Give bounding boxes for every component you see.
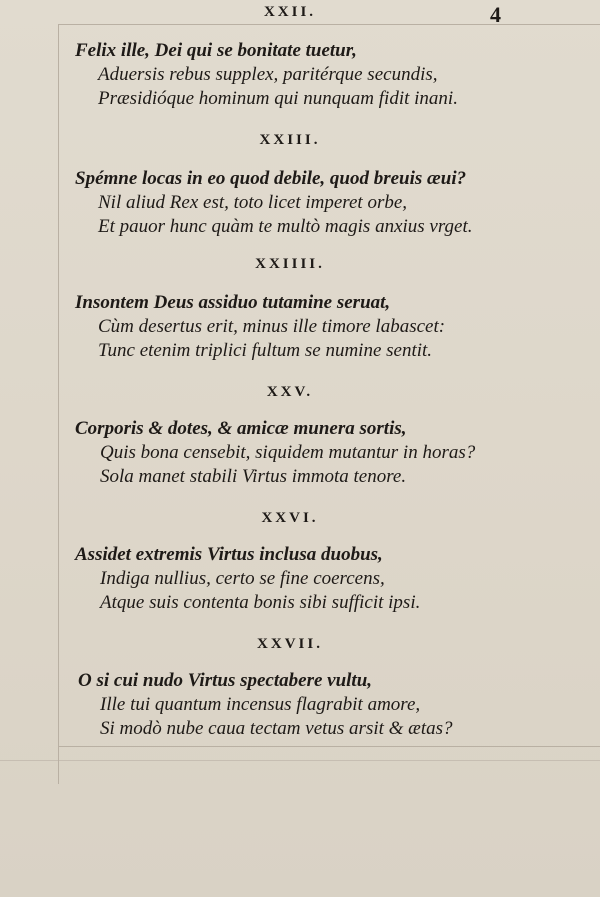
verse-line: Et pauor hunc quàm te multò magis anxius vrget. — [98, 216, 473, 237]
verse-line: Insontem Deus assiduo tutamine seruat, — [75, 292, 391, 313]
verse-line: Si modò nube caua tectam vetus arsit & ætas? — [100, 718, 453, 739]
stanza-numeral: XXVI. — [261, 510, 319, 526]
verse-line: Indiga nullius, certo se fine coercens, — [100, 568, 385, 589]
verse-line: Aduersis rebus supplex, paritérque secundis, — [98, 64, 438, 85]
verse-line: Corporis & dotes, & amicæ munera sortis, — [75, 418, 407, 439]
stanza-numeral: XXII. — [263, 4, 317, 20]
verse-line: Tunc etenim triplici fultum se numine sentit. — [98, 340, 433, 361]
verse-line: Præsidióque hominum qui nunquam fidit inani. — [98, 88, 458, 109]
verse-line: Nil aliud Rex est, toto licet imperet orbe, — [98, 192, 408, 213]
stanza-numeral: XXVII. — [257, 636, 323, 652]
verse-line: Spémne locas in eo quod debile, quod breuis æui? — [75, 168, 467, 189]
verse-line: Sola manet stabili Virtus immota tenore. — [100, 466, 407, 487]
verse-line: Ille tui quantum incensus flagrabit amore, — [100, 694, 421, 715]
top-rule — [58, 24, 600, 25]
verse-line: Quis bona censebit, siquidem mutantur in horas? — [100, 442, 476, 463]
bottom-text-rule — [58, 746, 600, 747]
lower-rule — [0, 760, 600, 761]
verse-line: O si cui nudo Virtus spectabere vultu, — [78, 670, 373, 691]
stanza-numeral: XXV. — [266, 384, 314, 400]
verse-line: Felix ille, Dei qui se bonitate tuetur, — [75, 40, 357, 61]
verse-line: Atque suis contenta bonis sibi sufficit ipsi. — [100, 592, 421, 613]
stanza-numeral: XXIII. — [259, 132, 321, 148]
page-number: 4 — [490, 2, 501, 27]
stanza-numeral: XXIIII. — [255, 256, 325, 272]
verse-line: Cùm desertus erit, minus ille timore labascet: — [98, 316, 446, 337]
verse-line: Assidet extremis Virtus inclusa duobus, — [75, 544, 383, 565]
